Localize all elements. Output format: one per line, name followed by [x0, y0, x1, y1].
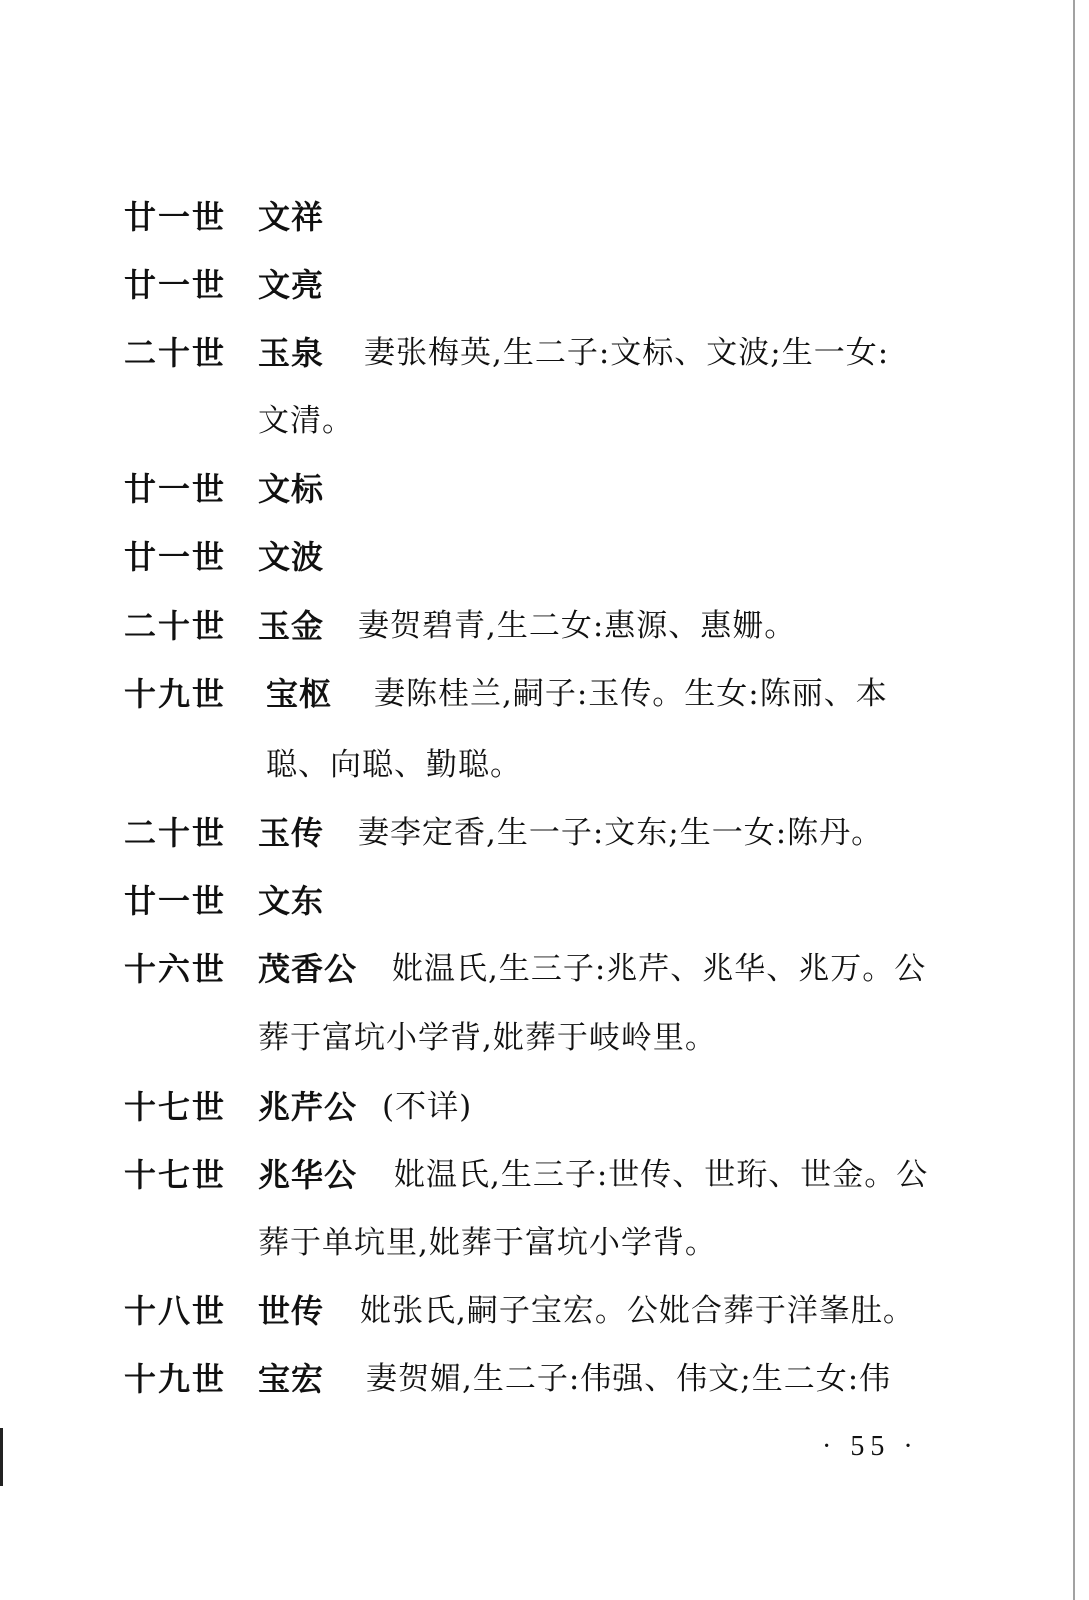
entry-description: (不详) [382, 1089, 473, 1125]
person-name: 文亮 [258, 266, 325, 304]
entry-continuation: 葬于富坑小学背,妣葬于岐岭里。 [258, 1020, 717, 1056]
entry-continuation: 聪、向聪、勤聪。 [266, 747, 522, 783]
person-name: 兆华公 [258, 1156, 358, 1194]
generation-label: 廿一世 [124, 266, 227, 304]
generation-label: 廿一世 [124, 198, 227, 236]
person-name: 文东 [258, 882, 325, 920]
person-name: 宝枢 [266, 675, 333, 713]
page-number: · 55 · [822, 1431, 919, 1462]
entry-description: 妻陈桂兰,嗣子:玉传。生女:陈丽、本 [374, 676, 888, 712]
entry-description: 妻贺媚,生二子:伟强、伟文;生二女:伟 [366, 1361, 892, 1397]
person-name: 兆芹公 [258, 1088, 358, 1126]
person-name: 世传 [258, 1292, 325, 1330]
binding-mark [0, 1428, 3, 1486]
entry-description: 妻贺碧青,生二女:惠源、惠姗。 [358, 608, 797, 644]
person-name: 茂香公 [258, 950, 358, 988]
person-name: 玉泉 [258, 334, 325, 372]
entry-description: 妣张氏,嗣子宝宏。公妣合葬于洋峯肚。 [360, 1293, 915, 1329]
person-name: 文祥 [258, 198, 325, 236]
generation-label: 十七世 [124, 1156, 227, 1194]
person-name: 宝宏 [258, 1360, 325, 1398]
person-name: 玉金 [258, 607, 325, 645]
person-name: 文波 [258, 538, 325, 576]
entry-description: 妻李定香,生一子:文东;生一女:陈丹。 [358, 815, 884, 851]
generation-label: 二十世 [124, 334, 227, 372]
generation-label: 十八世 [124, 1292, 227, 1330]
generation-label: 十七世 [124, 1088, 227, 1126]
page-edge-shadow [1073, 0, 1075, 1600]
generation-label: 廿一世 [124, 470, 227, 508]
entry-description: 妣温氏,生三子:世传、世珩、世金。公 [394, 1157, 929, 1193]
entry-description: 妻张梅英,生二子:文标、文波;生一女: [364, 335, 890, 371]
person-name: 文标 [258, 470, 325, 508]
generation-label: 二十世 [124, 607, 227, 645]
generation-label: 十六世 [124, 950, 227, 988]
generation-label: 廿一世 [124, 882, 227, 920]
entry-continuation: 葬于单坑里,妣葬于富坑小学背。 [258, 1225, 717, 1261]
generation-label: 二十世 [124, 814, 227, 852]
generation-label: 十九世 [124, 675, 227, 713]
generation-label: 十九世 [124, 1360, 227, 1398]
person-name: 玉传 [258, 814, 325, 852]
generation-label: 廿一世 [124, 538, 227, 576]
entry-description: 妣温氏,生三子:兆芹、兆华、兆万。公 [392, 951, 927, 987]
entry-continuation: 文清。 [258, 403, 354, 439]
